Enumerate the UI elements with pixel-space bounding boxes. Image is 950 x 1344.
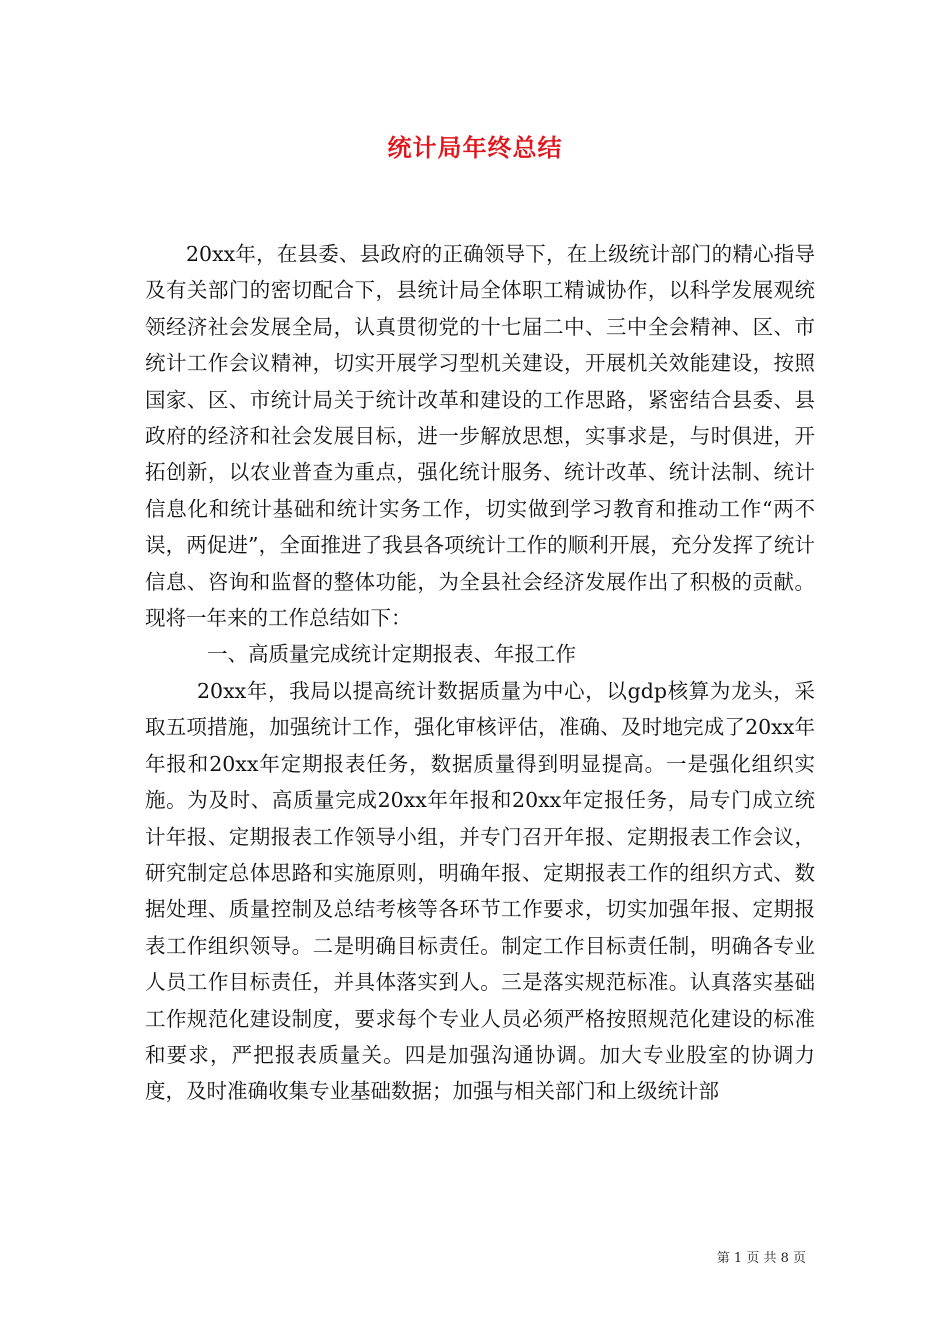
paragraph-section-one: 20xx年，我局以提高统计数据质量为中心，以gdp核算为龙头，采取五项措施，加强统计工作，强化审核评估，准确、及时地完成了20xx年年报和20xx年定期报表任务，数据质量得到明显提高。一是强化组织实施。为及时、高质量完成20xx年年报和20xx年定报任务，局专门成立统计年报、定期报表工作领导小组，并专门召开年报、定期报表工作会议，研究制定总体思路和实施原则，明确年报、定期报表工作的组织方式、数据处理、质量控制及总结考核等各环节工作要求，切实加强年报、定期报表工作组织领导。二是明确目标责任。制定工作目标责任制，明确各专业人员工作目标责任，并具体落实到人。三是落实规范标准。认真落实基础工作规范化建设制度，要求每个专业人员必须严格按照规范化建设的标准和要求，严把报表质量关。四是加强沟通协调。加大专业股室的协调力度，及时准确收集专业基础数据；加强与相关部门和上级统计部 bbox=[145, 678, 815, 1104]
paragraph-intro: 20xx年，在县委、县政府的正确领导下，在上级统计部门的精心指导及有关部门的密切配合下，县统计局全体职工精诚协作，以科学发展观统领经济社会发展全局，认真贯彻党的十七届二中、三中全会精神、区、市统计工作会议精神，切实开展学习型机关建设，开展机关效能建设，按照国家、区、市统计局关于统计改革和建设的工作思路，紧密结合县委、县政府的经济和社会发展目标，进一步解放思想，实事求是，与时俱进，开拓创新，以农业普查为重点，强化统计服务、统计改革、统计法制、统计信息化和统计基础和统计实务工作，切实做到学习教育和推动工作“两不误，两促进”，全面推进了我县各项统计工作的顺利开展，充分发挥了统计信息、咨询和监督的整体功能，为全县社会经济发展作出了积极的贡献。现将一年来的工作总结如下： bbox=[145, 242, 815, 631]
section-heading: 一、高质量完成统计定期报表、年报工作 bbox=[207, 642, 576, 667]
document-title: 统计局年终总结 bbox=[387, 133, 563, 162]
page-number: 第 1 页 共 8 页 bbox=[716, 1251, 806, 1266]
document-body bbox=[145, 236, 815, 1110]
